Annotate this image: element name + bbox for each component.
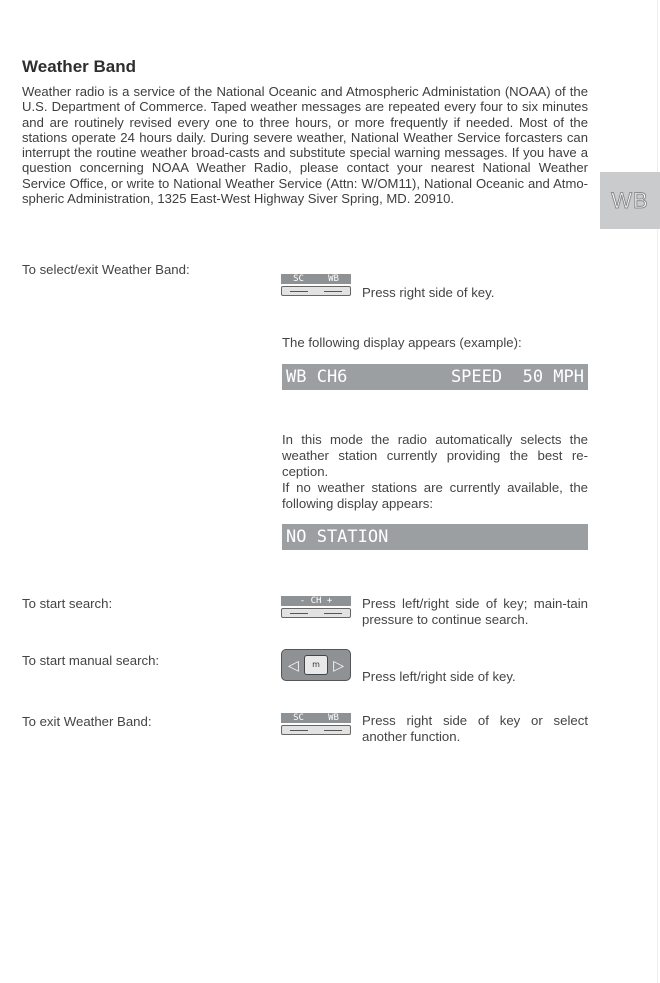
- select-action: Press right side of key.: [362, 285, 495, 300]
- search-label: To start search:: [22, 596, 113, 611]
- key-left-label: SC: [293, 274, 304, 284]
- no-station-text: NO STATION: [286, 527, 389, 547]
- display-channel: WB CH6: [286, 367, 348, 387]
- exit-key-icon: [281, 713, 351, 735]
- right-arrow-icon: ▷: [333, 656, 344, 673]
- display-intro: The following display appears (example):: [282, 335, 522, 350]
- manual-search-label: To start manual search:: [22, 653, 160, 668]
- channel-key-label: - CH +: [299, 596, 333, 606]
- exit-key-right-label: WB: [328, 713, 339, 723]
- example-display: [282, 364, 588, 390]
- mode-paragraph: In this mode the radio automatically selects the weather station currently providing the best re-ception.: [282, 432, 588, 479]
- exit-action: Press right side of key or select another function.: [362, 713, 588, 744]
- page-edge-line: [657, 0, 658, 983]
- no-station-paragraph: If no weather stations are currently available, the following display appears:: [282, 480, 588, 511]
- exit-label: To exit Weather Band:: [22, 714, 152, 729]
- channel-key-icon: [281, 596, 351, 618]
- select-label: To select/exit Weather Band:: [22, 262, 190, 277]
- manual-key-center: m: [304, 655, 328, 675]
- sc-wb-key-icon: [281, 274, 351, 296]
- side-tab-wb: [600, 172, 660, 229]
- exit-key-left-label: SC: [293, 713, 304, 723]
- display-speed: SPEED 50 MPH: [450, 367, 584, 387]
- no-station-display: [282, 524, 588, 550]
- search-action: Press left/right side of key; main-tain pressure to continue search.: [362, 596, 588, 627]
- left-arrow-icon: ◁: [288, 656, 299, 673]
- manual-search-action: Press left/right side of key.: [362, 669, 516, 684]
- page-title: Weather Band: [22, 57, 136, 76]
- manual-tune-key-icon: [281, 649, 351, 681]
- key-right-label: WB: [328, 274, 339, 284]
- intro-paragraph: Weather radio is a service of the National Oceanic and Atmospheric Administation (NOAA) of the U.S. Department of Commerce. Taped weather messages are repeated every four to six minutes and are routinely revised every one to three hours, or more frequently if needed. Most of the stations operate 24 hours daily. During severe weather, National Weather Service forcasters can interrupt the routine weather broad-casts and substitute special warning messages. If you have a question concerning NOAA Weather Radio, please contact your nearest National Weather Service Office, or write to National Weather Service (Attn: W/OM11), National Oceanic and Atmo-spheric Administration, 1325 East-West Highway Siver Spring, MD. 20910.: [22, 84, 588, 207]
- side-tab-label: WB: [611, 187, 649, 213]
